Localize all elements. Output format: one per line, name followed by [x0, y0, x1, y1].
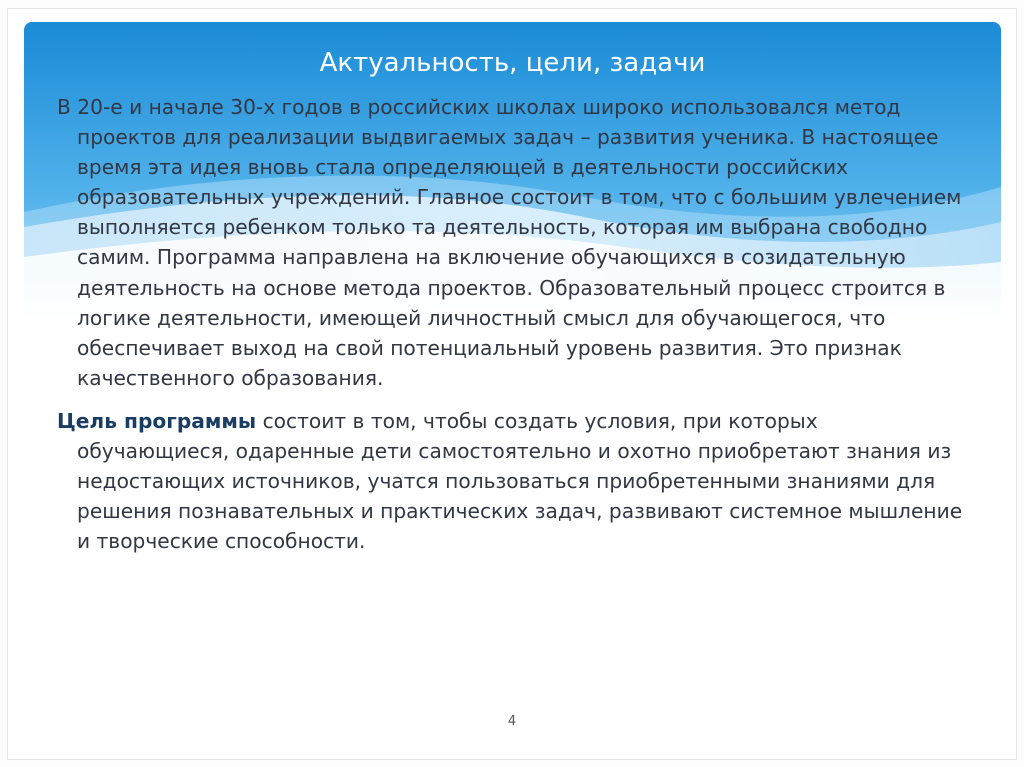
slide-title: Актуальность, цели, задачи — [319, 48, 706, 78]
goal-body-text: состоит в том, чтобы создать условия, при которых обучающиеся, одаренные дети самостоятельно и охотно приобретают знания из недостающих источников, учатся пользоваться приобретенными знаниями для решения познавательных и практических задач, развивают системное мышление и творческие способности. — [77, 408, 963, 554]
paragraph-relevance: В 20-е и начале 30-х годов в российских школах широко использовался метод проектов для реализации выдвигаемых задач – развития ученика. В настоящее время эта идея вновь стала определяющей в деятельности российских образовательных учреждений. Главное состоит в том, что с большим увлечением выполняется ребенком только та деятельность, которая им выбрана свободно самим. Программа направлена на включение обучающихся в созидательную деятельность на основе метода проектов. Образовательный процесс строится в логике деятельности, имеющей личностный смысл для обучающегося, что обеспечивает выход на свой потенциальный уровень развития. Это признак качественного образования. — [57, 95, 962, 390]
slide-content — [57, 92, 967, 556]
goal-lead-text: Цель программы — [57, 408, 257, 433]
page-number: 4 — [507, 714, 517, 729]
paragraph-goal — [57, 406, 967, 556]
